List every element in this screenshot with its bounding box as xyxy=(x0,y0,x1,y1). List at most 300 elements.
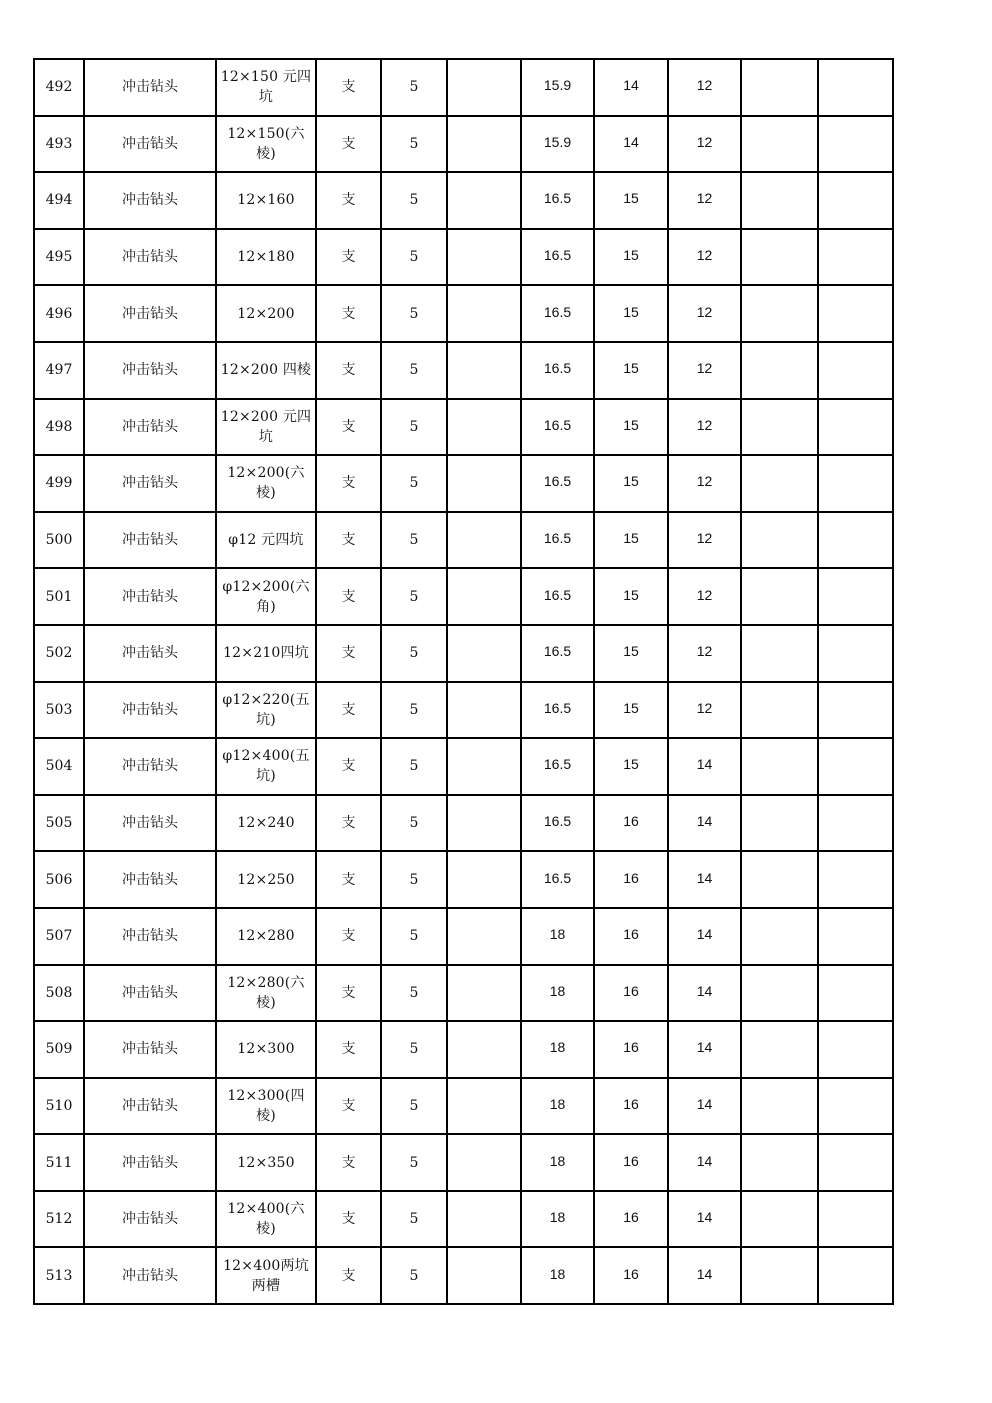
price-2-text: 15 xyxy=(623,360,639,377)
specification-text: 12×200(六棱) xyxy=(227,465,305,502)
price-2-text: 14 xyxy=(623,133,639,150)
price-2-text: 15 xyxy=(623,530,639,547)
product-name-cell xyxy=(84,965,216,1022)
price-3-cell xyxy=(668,1078,741,1135)
price-3-text: 12 xyxy=(696,303,713,320)
empty-cell xyxy=(818,512,893,569)
quantity-cell xyxy=(381,851,447,908)
product-name-cell xyxy=(84,1134,216,1191)
product-name-cell xyxy=(84,512,216,569)
quantity-text: 5 xyxy=(409,701,419,718)
specification-cell xyxy=(216,1134,316,1191)
price-1-text: 18 xyxy=(549,1095,566,1112)
price-3-cell xyxy=(668,795,741,852)
unit-text: 支 xyxy=(341,928,356,945)
product-name-cell xyxy=(84,399,216,456)
empty-cell xyxy=(741,795,818,852)
price-1-cell xyxy=(521,172,594,229)
table-row xyxy=(34,172,893,229)
specification-text: 12×250 xyxy=(237,871,295,888)
specification-text: 12×400(六棱) xyxy=(227,1201,305,1238)
table-row xyxy=(34,1021,893,1078)
product-name-cell xyxy=(84,795,216,852)
row-number-text: 503 xyxy=(45,701,73,718)
empty-cell xyxy=(818,965,893,1022)
empty-cell xyxy=(447,455,521,512)
product-name-text: 冲击钻头 xyxy=(122,701,178,718)
product-name-cell xyxy=(84,908,216,965)
row-number-text: 498 xyxy=(45,418,73,435)
price-3-cell xyxy=(668,455,741,512)
table-row xyxy=(34,1247,893,1304)
unit-cell xyxy=(316,568,381,625)
price-3-text: 14 xyxy=(696,1265,713,1282)
row-number-cell xyxy=(34,455,84,512)
empty-cell xyxy=(741,1021,818,1078)
price-2-text: 15 xyxy=(623,190,639,207)
specification-text: 12×200 四棱 xyxy=(220,362,312,379)
table-row xyxy=(34,1191,893,1248)
empty-cell xyxy=(741,1134,818,1191)
empty-cell xyxy=(447,116,521,173)
empty-cell xyxy=(447,285,521,342)
price-3-text: 14 xyxy=(696,926,713,943)
table-row xyxy=(34,59,893,116)
price-3-text: 12 xyxy=(696,360,713,377)
row-number-cell xyxy=(34,795,84,852)
empty-cell xyxy=(818,455,893,512)
price-1-cell xyxy=(521,1078,594,1135)
unit-cell xyxy=(316,1191,381,1248)
price-2-text: 15 xyxy=(623,416,639,433)
price-3-cell xyxy=(668,965,741,1022)
price-1-text: 16.5 xyxy=(543,643,572,660)
empty-cell xyxy=(447,795,521,852)
product-name-text: 冲击钻头 xyxy=(122,1041,178,1058)
empty-cell xyxy=(818,399,893,456)
quantity-text: 5 xyxy=(409,588,419,605)
price-3-text: 12 xyxy=(696,473,713,490)
quantity-cell xyxy=(381,908,447,965)
table-row xyxy=(34,851,893,908)
empty-cell xyxy=(741,1078,818,1135)
product-name-text: 冲击钻头 xyxy=(122,871,178,888)
row-number-text: 510 xyxy=(45,1097,73,1114)
unit-cell xyxy=(316,1078,381,1135)
price-2-cell xyxy=(594,1078,668,1135)
price-3-cell xyxy=(668,568,741,625)
price-1-cell xyxy=(521,229,594,286)
price-1-text: 16.5 xyxy=(543,190,572,207)
price-2-cell xyxy=(594,512,668,569)
specification-cell xyxy=(216,1191,316,1248)
empty-cell xyxy=(818,172,893,229)
product-name-text: 冲击钻头 xyxy=(122,79,178,96)
price-2-text: 16 xyxy=(623,926,639,943)
price-2-text: 15 xyxy=(623,586,639,603)
row-number-text: 495 xyxy=(45,249,73,266)
quantity-text: 5 xyxy=(409,928,419,945)
specification-cell xyxy=(216,285,316,342)
price-3-cell xyxy=(668,59,741,116)
product-name-cell xyxy=(84,851,216,908)
empty-cell xyxy=(741,172,818,229)
row-number-text: 509 xyxy=(45,1041,73,1058)
product-name-text: 冲击钻头 xyxy=(122,305,178,322)
empty-cell xyxy=(741,1247,818,1304)
table-row xyxy=(34,1134,893,1191)
price-2-cell xyxy=(594,851,668,908)
product-name-text: 冲击钻头 xyxy=(122,815,178,832)
quantity-cell xyxy=(381,1191,447,1248)
row-number-cell xyxy=(34,399,84,456)
quantity-text: 5 xyxy=(409,305,419,322)
unit-text: 支 xyxy=(341,871,356,888)
empty-cell xyxy=(818,229,893,286)
product-name-text: 冲击钻头 xyxy=(122,1097,178,1114)
table-row xyxy=(34,965,893,1022)
unit-cell xyxy=(316,795,381,852)
price-2-text: 16 xyxy=(623,1209,639,1226)
table-row xyxy=(34,455,893,512)
quantity-text: 5 xyxy=(409,1097,419,1114)
specification-text: 12×150 元四坑 xyxy=(220,69,312,106)
table-body xyxy=(34,59,893,1304)
table-row xyxy=(34,625,893,682)
price-2-text: 16 xyxy=(623,1265,639,1282)
price-1-cell xyxy=(521,512,594,569)
row-number-cell xyxy=(34,1078,84,1135)
empty-cell xyxy=(447,965,521,1022)
quantity-cell xyxy=(381,399,447,456)
specification-cell xyxy=(216,399,316,456)
empty-cell xyxy=(741,285,818,342)
price-2-cell xyxy=(594,568,668,625)
price-1-text: 18 xyxy=(549,926,566,943)
price-3-text: 14 xyxy=(696,1039,713,1056)
unit-cell xyxy=(316,59,381,116)
empty-cell xyxy=(741,512,818,569)
empty-cell xyxy=(741,738,818,795)
quantity-text: 5 xyxy=(409,192,419,209)
product-name-text: 冲击钻头 xyxy=(122,1267,178,1284)
specification-text: 12×200 元四坑 xyxy=(220,408,312,445)
specification-cell xyxy=(216,795,316,852)
price-3-text: 14 xyxy=(696,982,713,999)
row-number-text: 492 xyxy=(45,79,73,96)
price-1-cell xyxy=(521,1134,594,1191)
unit-cell xyxy=(316,116,381,173)
quantity-cell xyxy=(381,568,447,625)
unit-text: 支 xyxy=(341,984,356,1001)
price-2-cell xyxy=(594,1021,668,1078)
empty-cell xyxy=(741,682,818,739)
price-2-cell xyxy=(594,59,668,116)
empty-cell xyxy=(741,851,818,908)
price-3-cell xyxy=(668,851,741,908)
row-number-cell xyxy=(34,682,84,739)
quantity-cell xyxy=(381,229,447,286)
specification-text: 12×240 xyxy=(237,815,295,832)
table-row xyxy=(34,738,893,795)
product-name-cell xyxy=(84,1247,216,1304)
price-1-cell xyxy=(521,116,594,173)
empty-cell xyxy=(818,342,893,399)
price-1-cell xyxy=(521,682,594,739)
quantity-text: 5 xyxy=(409,475,419,492)
specification-text: φ12×400(五坑) xyxy=(222,748,310,785)
unit-cell xyxy=(316,1021,381,1078)
product-name-cell xyxy=(84,1078,216,1135)
price-1-cell xyxy=(521,342,594,399)
specification-text: 12×300(四棱) xyxy=(227,1087,305,1124)
price-2-cell xyxy=(594,682,668,739)
row-number-text: 501 xyxy=(45,588,73,605)
price-1-cell xyxy=(521,399,594,456)
specification-text: 12×400两坑两槽 xyxy=(223,1257,309,1294)
empty-cell xyxy=(818,851,893,908)
product-name-text: 冲击钻头 xyxy=(122,758,178,775)
quantity-text: 5 xyxy=(409,135,419,152)
unit-cell xyxy=(316,229,381,286)
quantity-cell xyxy=(381,116,447,173)
unit-text: 支 xyxy=(341,701,356,718)
product-name-text: 冲击钻头 xyxy=(122,249,178,266)
price-2-text: 16 xyxy=(623,1039,639,1056)
unit-text: 支 xyxy=(341,815,356,832)
price-2-cell xyxy=(594,965,668,1022)
price-2-text: 14 xyxy=(623,77,639,94)
empty-cell xyxy=(447,1134,521,1191)
price-table xyxy=(33,58,894,1305)
row-number-cell xyxy=(34,342,84,399)
price-3-text: 12 xyxy=(696,699,713,716)
quantity-text: 5 xyxy=(409,758,419,775)
empty-cell xyxy=(741,625,818,682)
unit-text: 支 xyxy=(341,362,356,379)
unit-text: 支 xyxy=(341,532,356,549)
row-number-text: 493 xyxy=(45,135,73,152)
empty-cell xyxy=(741,229,818,286)
table-row xyxy=(34,285,893,342)
empty-cell xyxy=(447,738,521,795)
empty-cell xyxy=(818,625,893,682)
price-3-cell xyxy=(668,512,741,569)
empty-cell xyxy=(447,512,521,569)
specification-text: 12×350 xyxy=(237,1154,295,1171)
row-number-cell xyxy=(34,1247,84,1304)
unit-cell xyxy=(316,738,381,795)
price-2-cell xyxy=(594,625,668,682)
price-3-text: 14 xyxy=(696,813,713,830)
table-row xyxy=(34,795,893,852)
row-number-text: 502 xyxy=(45,645,73,662)
quantity-cell xyxy=(381,1247,447,1304)
row-number-text: 511 xyxy=(45,1154,73,1171)
empty-cell xyxy=(741,116,818,173)
specification-text: 12×280(六棱) xyxy=(227,974,305,1011)
quantity-cell xyxy=(381,965,447,1022)
quantity-text: 5 xyxy=(409,362,419,379)
unit-text: 支 xyxy=(341,1211,356,1228)
price-1-text: 18 xyxy=(549,1152,566,1169)
row-number-cell xyxy=(34,229,84,286)
product-name-cell xyxy=(84,342,216,399)
specification-cell xyxy=(216,625,316,682)
price-1-text: 16.5 xyxy=(543,360,572,377)
row-number-text: 500 xyxy=(45,532,73,549)
product-name-cell xyxy=(84,116,216,173)
unit-cell xyxy=(316,965,381,1022)
row-number-cell xyxy=(34,512,84,569)
product-name-cell xyxy=(84,682,216,739)
unit-text: 支 xyxy=(341,588,356,605)
empty-cell xyxy=(447,568,521,625)
specification-text: φ12×220(五坑) xyxy=(222,691,310,728)
price-2-cell xyxy=(594,116,668,173)
price-1-text: 15.9 xyxy=(543,77,572,94)
price-1-text: 18 xyxy=(549,1209,566,1226)
product-name-text: 冲击钻头 xyxy=(122,984,178,1001)
specification-cell xyxy=(216,512,316,569)
price-3-cell xyxy=(668,116,741,173)
price-3-text: 14 xyxy=(696,869,713,886)
empty-cell xyxy=(818,738,893,795)
specification-text: 12×180 xyxy=(237,249,295,266)
empty-cell xyxy=(818,682,893,739)
price-1-text: 18 xyxy=(549,1265,566,1282)
specification-cell xyxy=(216,342,316,399)
row-number-text: 507 xyxy=(45,928,73,945)
empty-cell xyxy=(818,795,893,852)
quantity-text: 5 xyxy=(409,645,419,662)
quantity-text: 5 xyxy=(409,532,419,549)
price-3-text: 12 xyxy=(696,530,713,547)
specification-cell xyxy=(216,116,316,173)
empty-cell xyxy=(741,342,818,399)
unit-text: 支 xyxy=(341,1041,356,1058)
specification-text: 12×200 xyxy=(237,305,295,322)
unit-cell xyxy=(316,172,381,229)
specification-text: 12×150(六棱) xyxy=(227,125,305,162)
price-3-cell xyxy=(668,1247,741,1304)
empty-cell xyxy=(818,116,893,173)
quantity-cell xyxy=(381,285,447,342)
price-1-text: 16.5 xyxy=(543,699,572,716)
price-3-cell xyxy=(668,625,741,682)
empty-cell xyxy=(741,1191,818,1248)
price-3-cell xyxy=(668,1021,741,1078)
price-2-text: 15 xyxy=(623,643,639,660)
row-number-cell xyxy=(34,1021,84,1078)
specification-text: 12×280 xyxy=(237,928,295,945)
row-number-text: 508 xyxy=(45,984,73,1001)
product-name-cell xyxy=(84,285,216,342)
price-2-text: 15 xyxy=(623,473,639,490)
quantity-cell xyxy=(381,59,447,116)
row-number-cell xyxy=(34,568,84,625)
empty-cell xyxy=(447,1021,521,1078)
price-2-text: 16 xyxy=(623,1095,639,1112)
price-3-text: 12 xyxy=(696,643,713,660)
price-1-cell xyxy=(521,1191,594,1248)
price-1-cell xyxy=(521,1247,594,1304)
row-number-cell xyxy=(34,59,84,116)
unit-text: 支 xyxy=(341,249,356,266)
row-number-text: 504 xyxy=(45,758,73,775)
price-2-cell xyxy=(594,908,668,965)
product-name-text: 冲击钻头 xyxy=(122,645,178,662)
price-1-cell xyxy=(521,59,594,116)
product-name-cell xyxy=(84,1021,216,1078)
row-number-text: 494 xyxy=(45,192,73,209)
price-1-cell xyxy=(521,455,594,512)
price-1-text: 18 xyxy=(549,982,566,999)
row-number-text: 499 xyxy=(45,475,73,492)
unit-text: 支 xyxy=(341,305,356,322)
unit-text: 支 xyxy=(341,475,356,492)
quantity-text: 5 xyxy=(409,249,419,266)
row-number-text: 506 xyxy=(45,871,73,888)
product-name-cell xyxy=(84,1191,216,1248)
quantity-text: 5 xyxy=(409,79,419,96)
empty-cell xyxy=(447,682,521,739)
empty-cell xyxy=(818,908,893,965)
specification-cell xyxy=(216,738,316,795)
price-2-text: 16 xyxy=(623,982,639,999)
price-1-cell xyxy=(521,908,594,965)
price-1-cell xyxy=(521,625,594,682)
empty-cell xyxy=(818,1191,893,1248)
unit-cell xyxy=(316,455,381,512)
empty-cell xyxy=(447,342,521,399)
specification-text: 12×300 xyxy=(237,1041,295,1058)
product-name-text: 冲击钻头 xyxy=(122,1211,178,1228)
specification-text: φ12 元四坑 xyxy=(228,532,304,549)
table-row xyxy=(34,682,893,739)
table-row xyxy=(34,342,893,399)
table-row xyxy=(34,908,893,965)
quantity-cell xyxy=(381,682,447,739)
unit-text: 支 xyxy=(341,1154,356,1171)
specification-text: φ12×200(六角) xyxy=(222,578,310,615)
quantity-cell xyxy=(381,512,447,569)
table-row xyxy=(34,512,893,569)
price-2-cell xyxy=(594,229,668,286)
product-name-cell xyxy=(84,229,216,286)
specification-cell xyxy=(216,229,316,286)
price-3-cell xyxy=(668,682,741,739)
row-number-cell xyxy=(34,738,84,795)
unit-cell xyxy=(316,682,381,739)
empty-cell xyxy=(447,625,521,682)
quantity-text: 5 xyxy=(409,815,419,832)
price-3-cell xyxy=(668,285,741,342)
unit-text: 支 xyxy=(341,135,356,152)
row-number-text: 496 xyxy=(45,305,73,322)
product-name-cell xyxy=(84,625,216,682)
price-2-text: 15 xyxy=(623,303,639,320)
unit-cell xyxy=(316,908,381,965)
price-2-text: 16 xyxy=(623,1152,639,1169)
price-1-cell xyxy=(521,795,594,852)
quantity-text: 5 xyxy=(409,871,419,888)
empty-cell xyxy=(741,965,818,1022)
product-name-text: 冲击钻头 xyxy=(122,362,178,379)
quantity-cell xyxy=(381,625,447,682)
price-3-text: 12 xyxy=(696,77,713,94)
product-name-text: 冲击钻头 xyxy=(122,192,178,209)
